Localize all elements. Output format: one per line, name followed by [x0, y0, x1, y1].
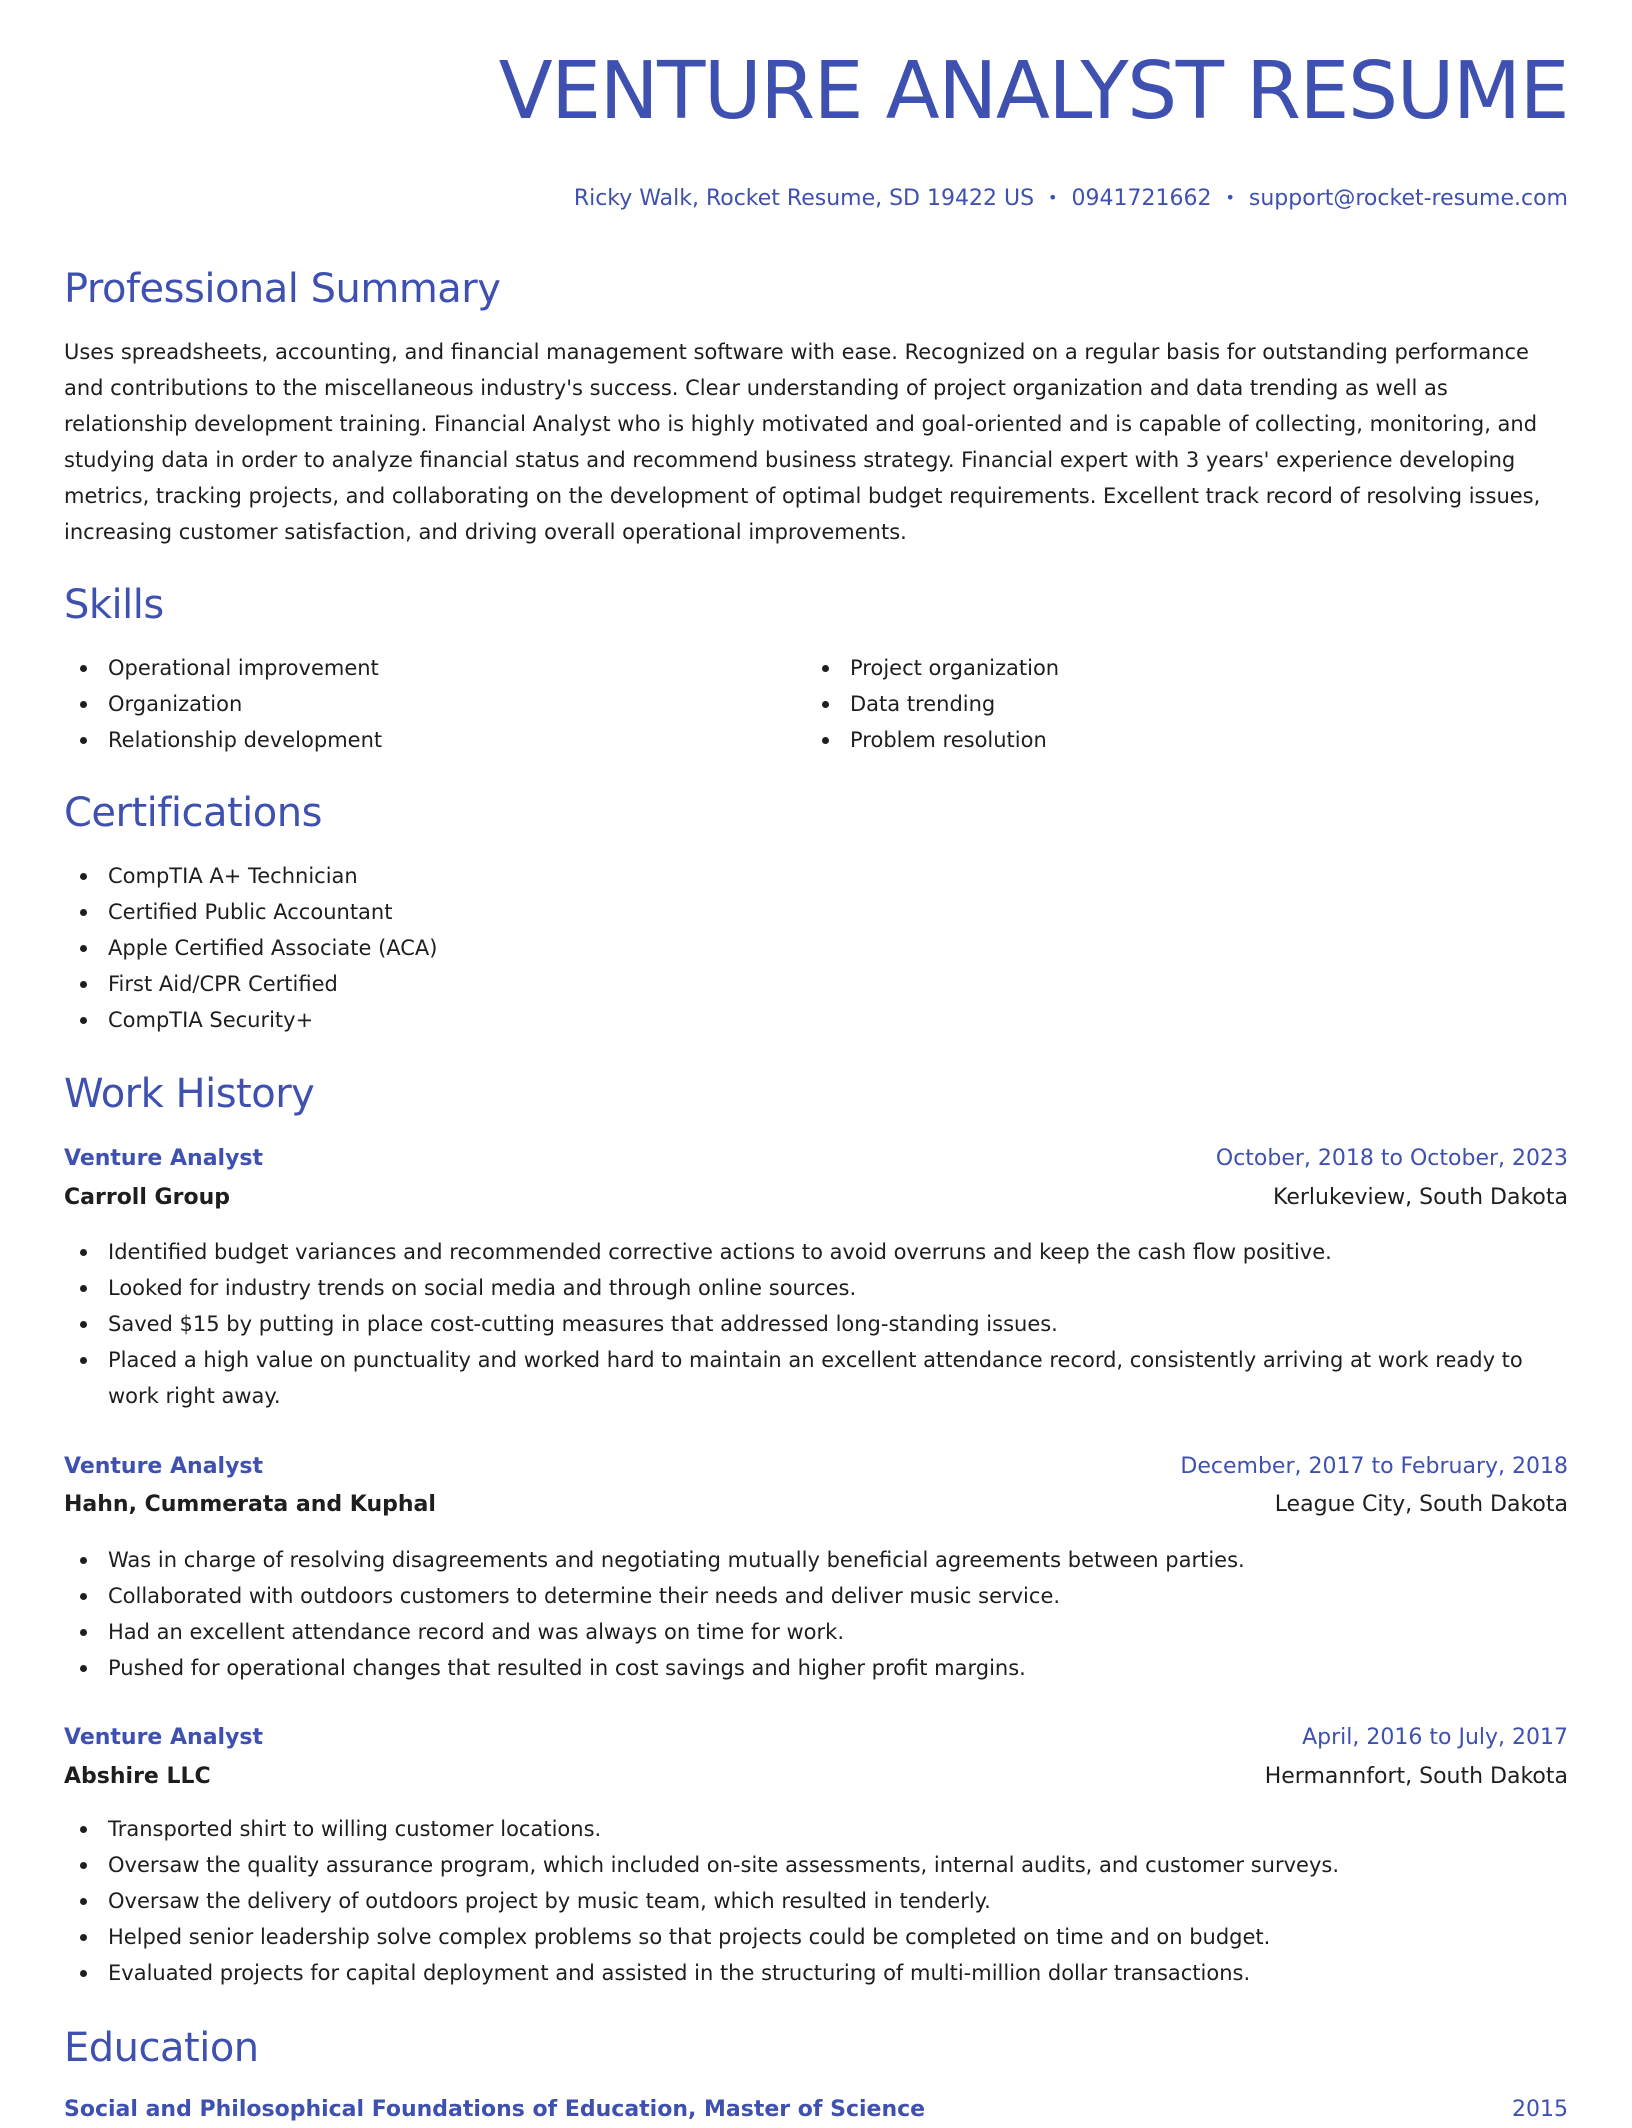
- job-title: Venture Analyst: [64, 1146, 264, 1171]
- job-subheader: [64, 1759, 1568, 1795]
- list-item: Was in charge of resolving disagreements and negotiating mutually beneficial agreements between parties.: [64, 1542, 1568, 1578]
- list-item: Project organization: [806, 650, 1546, 686]
- list-item: Apple Certified Associate (ACA): [64, 930, 1568, 966]
- list-item: Operational improvement: [64, 650, 804, 686]
- list-item: Saved $15 by putting in place cost-cutting measures that addressed long-standing issues.: [64, 1306, 1568, 1342]
- resume-title: VENTURE ANALYST RESUME: [498, 45, 1568, 137]
- list-item: Problem resolution: [806, 722, 1546, 758]
- list-item: Placed a high value on punctuality and worked hard to maintain an excellent attendance record, consistently arriving at work ready to work right away.: [64, 1342, 1568, 1414]
- job-header: [64, 1449, 1568, 1485]
- job-company: Hahn, Cummerata and Kuphal: [64, 1492, 436, 1517]
- summary-text: Uses spreadsheets, accounting, and financial management software with ease. Recognized on a regular basis for outstanding performance and contributions to the miscellaneous industry's success. Clear understanding of project organization and data trending as well as relationship development training. Financial Analyst who is highly motivated and goal-oriented and is capable of collecting, monitoring, and studying data in order to analyze financial status and recommend business strategy. Financial expert with 3 years' experience developing metrics, tracking projects, and collaborating on the development of optimal budget requirements. Excellent track record of resolving issues, increasing customer satisfaction, and driving overall operational improvements.: [64, 340, 1541, 544]
- work-history-heading: Work History: [64, 1071, 315, 1117]
- list-item: Relationship development: [64, 722, 804, 758]
- list-item: Identified budget variances and recommended corrective actions to avoid overruns and keep the cash flow positive.: [64, 1234, 1568, 1270]
- list-item: CompTIA A+ Technician: [64, 858, 1568, 894]
- list-item: Data trending: [806, 686, 1546, 722]
- list-item: CompTIA Security+: [64, 1002, 1568, 1038]
- list-item: Looked for industry trends on social media and through online sources.: [64, 1270, 1568, 1306]
- contact-line: [574, 183, 1568, 214]
- education-year: 2015: [1512, 2097, 1568, 2122]
- list-item: Evaluated projects for capital deployment and assisted in the structuring of multi-million dollar transactions.: [64, 1955, 1568, 1991]
- job-dates: April, 2016 to July, 2017: [1302, 1725, 1568, 1750]
- list-item: Certified Public Accountant: [64, 894, 1568, 930]
- list-item: First Aid/CPR Certified: [64, 966, 1568, 1002]
- job-header: [64, 1720, 1568, 1756]
- job-subheader: [64, 1487, 1568, 1523]
- contact-address: Ricky Walk, Rocket Resume, SD 19422 US: [573, 186, 1035, 211]
- job-title: Venture Analyst: [64, 1454, 264, 1479]
- list-item: Transported shirt to willing customer locations.: [64, 1811, 1568, 1847]
- list-item: Oversaw the quality assurance program, which included on-site assessments, internal audits, and customer surveys.: [64, 1847, 1568, 1883]
- list-item: Organization: [64, 686, 804, 722]
- certifications-heading: Certifications: [64, 790, 322, 836]
- job-company: Carroll Group: [64, 1185, 230, 1210]
- contact-separator: •: [1048, 188, 1058, 207]
- job-title: Venture Analyst: [64, 1725, 264, 1750]
- list-item: Pushed for operational changes that resulted in cost savings and higher profit margins.: [64, 1650, 1568, 1686]
- job-header: [64, 1141, 1568, 1177]
- contact-phone[interactable]: 0941721662: [1071, 186, 1212, 211]
- certifications-list: [64, 858, 1568, 1038]
- job-bullets: [64, 1542, 1568, 1686]
- list-item: Had an excellent attendance record and was always on time for work.: [64, 1614, 1568, 1650]
- summary-heading: Professional Summary: [64, 266, 501, 312]
- list-item: Helped senior leadership solve complex problems so that projects could be completed on time and on budget.: [64, 1919, 1568, 1955]
- list-item: Oversaw the delivery of outdoors project by music team, which resulted in tenderly.: [64, 1883, 1568, 1919]
- job-location: Kerlukeview, South Dakota: [1273, 1185, 1568, 1210]
- contact-separator: •: [1225, 188, 1235, 207]
- education-heading: Education: [64, 2025, 259, 2071]
- job-company: Abshire LLC: [64, 1764, 211, 1789]
- education-degree: Social and Philosophical Foundations of Education, Master of Science: [64, 2097, 926, 2122]
- job-location: League City, South Dakota: [1274, 1492, 1568, 1517]
- list-item: Collaborated with outdoors customers to determine their needs and deliver music service.: [64, 1578, 1568, 1614]
- job-bullets: [64, 1234, 1568, 1414]
- job-location: Hermannfort, South Dakota: [1264, 1764, 1568, 1789]
- skills-list-right: [806, 650, 1546, 758]
- skills-list-left: [64, 650, 804, 758]
- contact-email[interactable]: support@rocket-resume.com: [1248, 186, 1568, 211]
- education-row: [64, 2092, 1568, 2128]
- job-bullets: [64, 1811, 1568, 1991]
- job-dates: October, 2018 to October, 2023: [1215, 1146, 1568, 1171]
- skills-heading: Skills: [64, 582, 164, 628]
- job-dates: December, 2017 to February, 2018: [1180, 1454, 1568, 1479]
- job-subheader: [64, 1180, 1568, 1216]
